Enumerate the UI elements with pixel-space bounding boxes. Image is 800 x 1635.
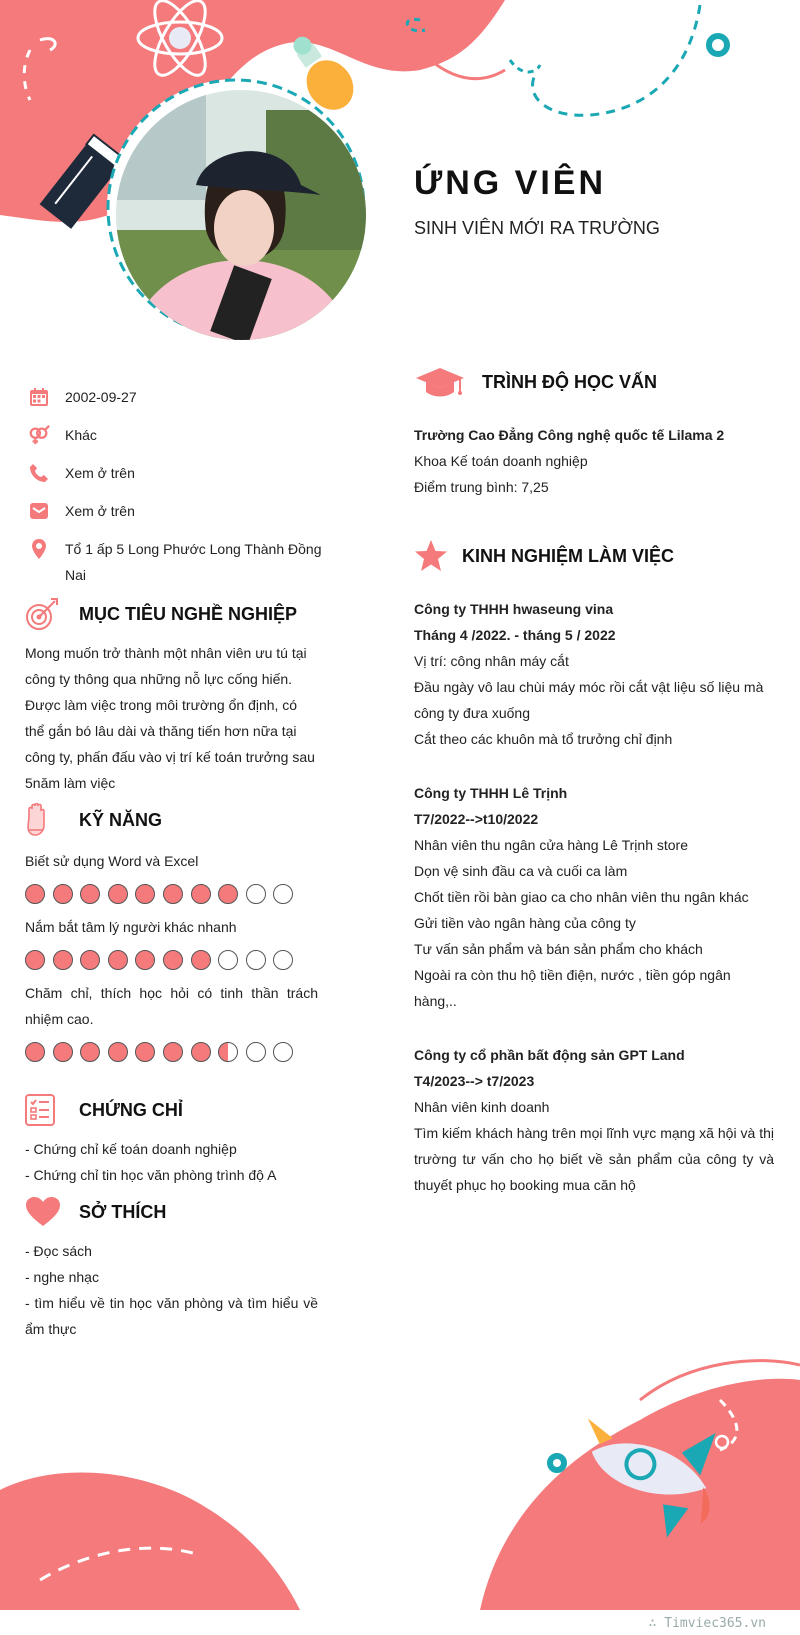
experience-heading xyxy=(414,538,774,574)
certificates-title: CHỨNG CHỈ xyxy=(79,1100,183,1120)
email-row xyxy=(28,498,328,524)
contact-info xyxy=(28,384,328,600)
location-pin-icon xyxy=(28,536,50,562)
job-line: Ngoài ra còn thu hộ tiền điện, nước , tiền góp ngân hàng,.. xyxy=(414,967,731,1009)
skill-dot xyxy=(163,950,183,970)
skill-dot xyxy=(25,950,45,970)
hobby-item: - nghe nhạc xyxy=(25,1269,99,1285)
skill-dot xyxy=(191,884,211,904)
skill-dot xyxy=(246,1042,266,1062)
education-title: TRÌNH ĐỘ HỌC VẤN xyxy=(482,372,657,392)
graduation-cap-icon xyxy=(414,364,468,400)
experience-section xyxy=(414,538,774,1226)
skill-rating xyxy=(25,884,318,904)
skill-dot xyxy=(163,884,183,904)
job-entry xyxy=(414,1042,774,1198)
gender-icon xyxy=(28,422,50,448)
skill-dot xyxy=(80,884,100,904)
address-row xyxy=(28,536,328,588)
watermark: ∴ Timviec365.vn xyxy=(648,1616,766,1631)
skill-dot xyxy=(80,950,100,970)
certificates-heading xyxy=(25,1092,318,1128)
job-line: Gửi tiền vào ngân hàng của công ty xyxy=(414,915,636,931)
education-section xyxy=(414,364,774,500)
job-line: Chốt tiền rồi bàn giao ca cho nhân viên thu ngân khác xyxy=(414,889,749,905)
skill-dot xyxy=(218,884,238,904)
phone-value: Xem ở trên xyxy=(65,465,135,481)
job-company: Công ty THHH hwaseung vina xyxy=(414,601,614,617)
hobbies-heading xyxy=(25,1194,318,1230)
checklist-icon xyxy=(25,1092,65,1128)
job-line: Đầu ngày vô lau chùi máy móc rồi cắt vật liệu số liệu mà công ty đưa xuống xyxy=(414,679,764,721)
skill-dot xyxy=(80,1042,100,1062)
objective-section xyxy=(25,596,318,796)
gpa: Điểm trung bình: 7,25 xyxy=(414,479,549,495)
skill-item xyxy=(25,980,318,1062)
major: Khoa Kế toán doanh nghiệp xyxy=(414,453,588,469)
calendar-icon xyxy=(28,384,50,410)
job-company: Công ty THHH Lê Trịnh xyxy=(414,785,568,801)
objective-text: Mong muốn trở thành một nhân viên ưu tú tại công ty thông qua những nỗ lực cống hiến. Được làm việc trong môi trường ổn định, có thể gắn bó lâu dài và thăng tiến hơn nữa tại công ty, phấn đấu vào vị trí kế toán trưởng sau 5năm làm việc xyxy=(25,645,315,791)
skill-dot xyxy=(246,950,266,970)
email-icon xyxy=(28,498,50,524)
skill-dot xyxy=(135,1042,155,1062)
target-icon xyxy=(25,596,65,632)
heart-icon xyxy=(25,1194,65,1230)
skill-dot xyxy=(218,950,238,970)
candidate-position: SINH VIÊN MỚI RA TRƯỜNG xyxy=(414,218,660,238)
skill-dot xyxy=(135,950,155,970)
hobbies-title: SỞ THÍCH xyxy=(79,1202,167,1222)
star-icon xyxy=(414,538,448,574)
job-line: Nhân viên thu ngân cửa hàng Lê Trịnh store xyxy=(414,837,688,853)
gender-row xyxy=(28,422,328,448)
skill-dot xyxy=(25,884,45,904)
skill-name: Biết sử dụng Word và Excel xyxy=(25,853,199,869)
skill-dot xyxy=(191,950,211,970)
skills-heading xyxy=(25,802,318,838)
hobby-item: - tìm hiểu về tin học văn phòng và tìm hiểu về ẩm thực xyxy=(25,1295,318,1337)
job-line: Cắt theo các khuôn mà tổ trưởng chỉ định xyxy=(414,731,673,747)
job-line: Tư vấn sản phẩm và bán sản phẩm cho khách xyxy=(414,941,703,957)
skill-dot xyxy=(53,884,73,904)
objective-heading xyxy=(25,596,318,632)
avatar xyxy=(116,90,366,340)
skill-item xyxy=(25,914,318,970)
skill-dot xyxy=(108,884,128,904)
skill-dot xyxy=(108,950,128,970)
skill-dot xyxy=(53,1042,73,1062)
skill-dot xyxy=(273,950,293,970)
gender-value: Khác xyxy=(65,427,97,443)
skill-dot xyxy=(108,1042,128,1062)
skill-dot xyxy=(135,884,155,904)
job-line: Tìm kiếm khách hàng trên mọi lĩnh vực mạng xã hội và thị trường tư vấn cho họ biết về sản phẩm của công ty và thuyết phục họ booking mua căn hộ xyxy=(414,1125,774,1193)
hobby-item: - Đọc sách xyxy=(25,1243,92,1259)
job-line: Dọn vệ sinh đầu ca và cuối ca làm xyxy=(414,863,628,879)
hobbies-section xyxy=(25,1194,318,1342)
phone-row xyxy=(28,460,328,486)
job-line: Nhân viên kinh doanh xyxy=(414,1099,550,1115)
skill-item xyxy=(25,848,318,904)
footer-decoration xyxy=(0,1340,800,1610)
skill-dot xyxy=(246,884,266,904)
skills-section xyxy=(25,802,318,1070)
job-line: Vị trí: công nhân máy cắt xyxy=(414,653,569,669)
skill-dot xyxy=(53,950,73,970)
skills-title: KỸ NĂNG xyxy=(79,810,163,830)
skill-dot xyxy=(218,1042,238,1062)
certificates-section xyxy=(25,1092,318,1188)
certificate-item: - Chứng chỉ tin học văn phòng trình độ A xyxy=(25,1167,277,1183)
address-value: Tổ 1 ấp 5 Long Phước Long Thành Đồng Nai xyxy=(65,541,322,583)
phone-icon xyxy=(28,460,50,486)
skill-rating xyxy=(25,1042,318,1062)
experience-title: KINH NGHIỆM LÀM VIỆC xyxy=(462,546,675,566)
skill-dot xyxy=(273,884,293,904)
school-name: Trường Cao Đẳng Công nghệ quốc tế Lilama 2 xyxy=(414,427,725,443)
skill-name: Chăm chỉ, thích học hỏi có tinh thần trách nhiệm cao. xyxy=(25,985,318,1027)
birthday-value: 2002-09-27 xyxy=(65,389,137,405)
skill-name: Nắm bắt tâm lý người khác nhanh xyxy=(25,919,237,935)
certificate-item: - Chứng chỉ kế toán doanh nghiệp xyxy=(25,1141,237,1157)
job-period: Tháng 4 /2022. - tháng 5 / 2022 xyxy=(414,627,616,643)
email-value: Xem ở trên xyxy=(65,503,135,519)
skill-dot xyxy=(25,1042,45,1062)
hand-icon xyxy=(25,802,65,838)
objective-title: MỤC TIÊU NGHỀ NGHIỆP xyxy=(79,604,298,624)
job-company: Công ty cổ phần bất động sản GPT Land xyxy=(414,1047,685,1063)
skill-dot xyxy=(163,1042,183,1062)
job-entry xyxy=(414,596,774,752)
job-period: T4/2023--> t7/2023 xyxy=(414,1073,535,1089)
skill-dot xyxy=(191,1042,211,1062)
job-period: T7/2022-->t10/2022 xyxy=(414,811,539,827)
skill-dot xyxy=(273,1042,293,1062)
birthday-row xyxy=(28,384,328,410)
candidate-name: ỨNG VIÊN xyxy=(414,164,607,202)
education-heading xyxy=(414,364,774,400)
job-entry xyxy=(414,780,774,1014)
skill-rating xyxy=(25,950,318,970)
